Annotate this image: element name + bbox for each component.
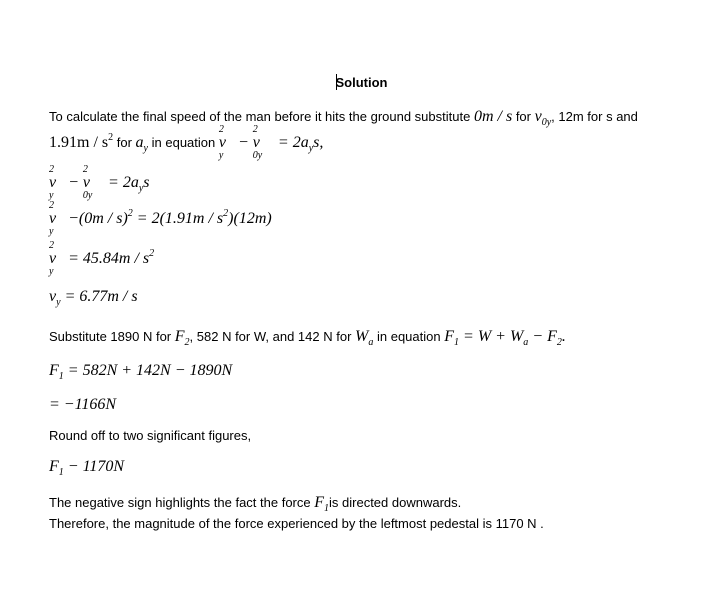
eq4-rhs: = 6.77m / s [64,288,138,305]
F: F [314,494,325,511]
a-sub: a [368,337,374,348]
equation-2 [49,200,272,237]
sq: 2 [149,248,155,259]
two: 2 [556,337,562,348]
rounded-equation [49,458,124,476]
v0-subscript: 0y [541,117,552,128]
ay-symbol [135,134,148,154]
conclusion-content: Therefore, the magnitude of the force experienced by the leftmost pedestal is 1170 N . [49,516,544,531]
eq-tail: s, [313,134,324,151]
substitute-equation [444,328,566,348]
v: v [49,288,57,305]
two: 2 [184,337,190,348]
intro-distance: , 12m for s and [551,109,638,124]
substitute-text-2: , 582 N for W, and 142 N for [189,329,352,344]
W: W [355,328,369,345]
equation-3 [49,240,155,277]
intro-for-2: for [116,135,132,150]
a-sub: a [523,337,529,348]
v0-symbol [534,108,552,128]
vy-squared: v 2 y [49,240,57,277]
intro-equation [218,124,324,161]
y: y [308,143,314,154]
tail: . [561,328,566,345]
force-line-2: = −1166N [49,396,117,413]
minus: − [68,174,79,191]
eq2-tail: )(12m) [228,210,272,227]
eq: = W + W [463,328,524,345]
v: v [49,174,57,191]
eq1-rhs: = 2a [108,174,139,191]
vy-squared: v 2 y [49,164,57,201]
v0y-squared: v 2 0y [252,124,263,161]
intro-line-1 [49,108,638,126]
intro-text: To calculate the final speed of the man before it hits the ground substitute [49,109,471,124]
eq3-rhs: = 45.84m / s [68,250,150,267]
accel-text: 1.91m / s [49,134,109,151]
force-equation-1 [49,362,232,380]
eq2-rhs: = 2(1.91m / s [136,210,224,227]
F: F [444,328,455,345]
F1-symbol [314,494,330,514]
one: 1 [324,503,330,514]
one: 1 [58,467,64,478]
eq2-mid: −(0m / s) [68,210,128,227]
rounded-value: − 1170N [67,458,125,475]
v0-value: 0m / s [473,108,513,125]
negative-text-2: is directed downwards. [329,495,462,510]
minus: − [237,134,249,151]
accel-exponent: 2 [108,132,114,143]
round-text [49,428,251,443]
vy-squared: v 2 y [49,200,57,237]
v: v [82,174,91,191]
negative-text-1: The negative sign highlights the fact the force [49,495,311,510]
solution-heading [0,74,703,90]
substitute-line [49,328,566,346]
eq1-tail: s [143,174,150,191]
v: v [49,210,57,227]
eq-minus: − F [532,328,557,345]
F: F [174,328,185,345]
sq: 2 [127,208,133,219]
one: 1 [454,337,460,348]
y: y [138,183,144,194]
v-symbol: v [534,108,542,125]
force-equation-2 [49,396,116,414]
F2-symbol [174,328,190,348]
round-text-content: Round off to two significant figures, [49,428,252,443]
substitute-text-1: Substitute 1890 N for [49,329,172,344]
one: 1 [58,371,64,382]
F: F [49,362,59,379]
conclusion-text [49,516,544,531]
v: v [49,250,57,267]
intro-in-equation: in equation [151,135,216,150]
force-line-1: = 582N + 142N − 1890N [67,362,233,379]
vy-squared: v 2 y [218,124,226,161]
substitute-text-3: in equation [376,329,441,344]
v0y-squared: v 2 0y [82,164,93,201]
solution-title: Solution [335,75,388,90]
y: y [56,297,61,308]
equation-4 [49,288,138,306]
F: F [49,458,59,475]
equation-1 [49,164,150,201]
sq: 2 [223,208,229,219]
accel-value [49,134,113,151]
v: v [252,134,260,151]
eq-rhs: = 2a [277,134,309,151]
intro-for: for [515,109,531,124]
negative-sign-text [49,494,461,512]
v: v [218,134,226,151]
a-subscript: y [143,143,148,154]
Wa-symbol [355,328,374,348]
a-symbol: a [135,134,144,151]
intro-line-2 [49,124,324,161]
